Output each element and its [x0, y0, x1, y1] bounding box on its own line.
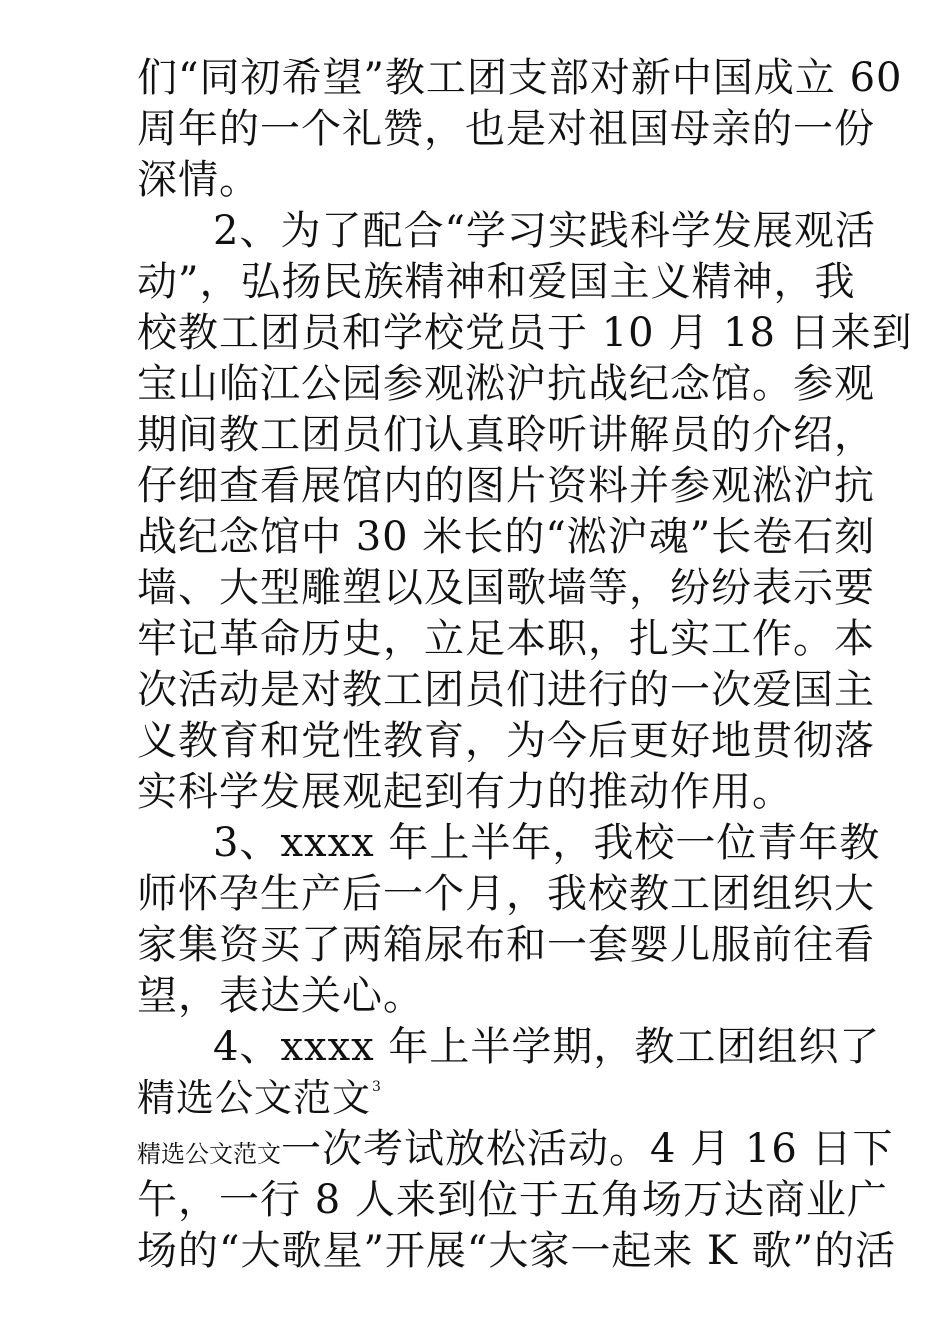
text-line: 4、xxxx 年上半学期，教工团组织了 — [213, 1024, 881, 1070]
page-number: 3 — [372, 1079, 381, 1095]
next-page-first-line — [137, 1124, 894, 1179]
text-line: 3、xxxx 年上半年，我校一位青年教 — [213, 820, 881, 866]
text-line: 义教育和党性教育，为今后更好地贯彻落 — [137, 718, 875, 764]
text-line: 期间教工团员们认真聆听讲解员的介绍， — [137, 412, 875, 458]
text-line: 仔细查看展馆内的图片资料并参观淞沪抗 — [137, 463, 875, 509]
text-line: 周年的一个礼赞，也是对祖国母亲的一份 — [137, 106, 875, 152]
text-line: 一次考试放松活动。4 月 16 日下 — [281, 1126, 894, 1172]
text-line: 校教工团员和学校党员于 10 月 18 日来到 — [137, 310, 913, 356]
text-line: 家集资买了两箱尿布和一套婴儿服前往看 — [137, 922, 875, 968]
text-line: 望，表达关心。 — [137, 973, 424, 1019]
text-line: 墙、大型雕塑以及国歌墙等，纷纷表示要 — [137, 565, 875, 611]
text-line: 午，一行 8 人来到位于五角场万达商业广 — [137, 1177, 888, 1223]
text-line: 动”，弘扬民族精神和爱国主义精神，我 — [137, 259, 856, 305]
text-line: 们“同初希望”教工团支部对新中国成立 60 — [137, 55, 903, 101]
text-line: 实科学发展观起到有力的推动作用。 — [137, 769, 793, 815]
text-line: 战纪念馆中 30 米长的“淞沪魂”长卷石刻 — [137, 514, 876, 560]
page-footer-label: 精选公文范文 — [137, 1076, 372, 1120]
text-line: 师怀孕生产后一个月，我校教工团组织大 — [137, 871, 875, 917]
text-line: 牢记革命历史，立足本职，扎实工作。本 — [137, 616, 875, 662]
text-line: 深情。 — [137, 157, 260, 203]
text-line: 次活动是对教工团员们进行的一次爱国主 — [137, 667, 875, 713]
text-line: 2、为了配合“学习实践科学发展观活 — [213, 208, 876, 254]
page-header-label: 精选公文范文 — [137, 1140, 281, 1168]
text-line: 宝山临江公园参观淞沪抗战纪念馆。参观 — [137, 361, 875, 407]
text-line: 场的“大歌星”开展“大家一起来 K 歌”的活 — [137, 1228, 897, 1274]
